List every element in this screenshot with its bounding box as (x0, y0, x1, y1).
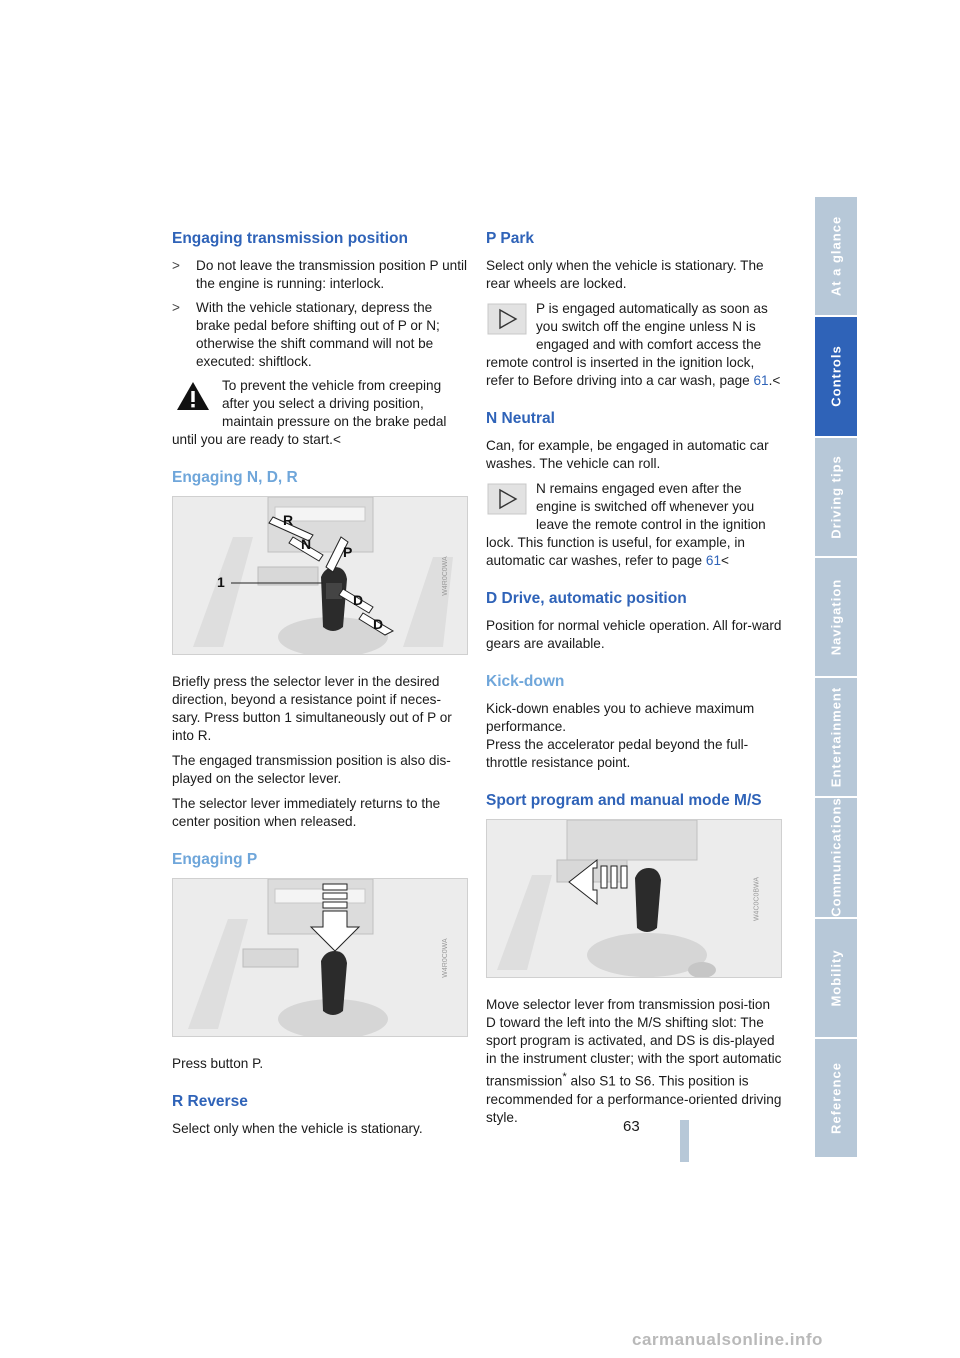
figure-id: W4R0C0WA (441, 937, 449, 978)
bullet-marker: > (172, 258, 180, 273)
fig1-label-1: 1 (217, 574, 225, 590)
watermark: carmanualsonline.info (632, 1330, 823, 1349)
heading-engaging-ndr: Engaging N, D, R (172, 469, 298, 486)
figure-selector-lever-p (172, 878, 468, 1037)
warning-note (172, 377, 468, 449)
heading-sport-program: Sport program and manual mode M/S (486, 792, 762, 809)
figure-selector-lever-ndr (172, 496, 468, 655)
note-play-icon (486, 482, 528, 516)
end-mark: < (332, 432, 341, 447)
list-item (172, 257, 468, 293)
right-column (486, 228, 782, 1127)
fig1-label-d: D (353, 592, 364, 608)
note-play-icon (486, 302, 528, 336)
warning-triangle-icon (172, 379, 214, 413)
figure-selector-lever-ms (486, 819, 782, 978)
paragraph-kick-2: Press the accelerator pedal beyond the full-throttle resistance point. (486, 737, 749, 770)
tab-label: Driving tips (828, 454, 844, 539)
fig1-label-r: R (283, 512, 294, 528)
paragraph-ndr-2: The engaged transmission position is also dis-played on the selector lever. (172, 753, 451, 786)
paragraph-park: Select only when the vehicle is stationary. The rear wheels are locked. (486, 258, 764, 291)
section-tabs (815, 197, 857, 1159)
page-number: 63 (623, 1118, 640, 1135)
paragraph-reverse: Select only when the vehicle is stationary. (172, 1121, 423, 1136)
note-neutral (486, 480, 782, 570)
heading-engaging-p: Engaging P (172, 851, 258, 868)
tab-label: Navigation (828, 578, 844, 656)
footnote-star: * (562, 1071, 567, 1083)
bullet-text-shiftlock: With the vehicle stationary, depress the brake pedal before shifting out of P or N; otherwise the shift command will not be executed: shiftlock. (196, 300, 440, 369)
tab-navigation[interactable] (815, 558, 857, 678)
tab-entertainment[interactable] (815, 678, 857, 798)
bullet-marker: > (172, 300, 180, 315)
fig1-label-d2: D (373, 616, 384, 632)
bullet-text-interlock: Do not leave the transmission position P until the engine is running: interlock. (196, 258, 468, 291)
tab-label: Entertainment (828, 686, 844, 788)
paragraph-sport-text: Move selector lever from transmission posi-tion D toward the left into the M/S shifting slot: The sport program is activated, and DS is dis-played in the instrument cluster; with the sport automatic transmission (486, 997, 782, 1089)
page-marker-bar (680, 1120, 689, 1162)
tab-mobility[interactable] (815, 919, 857, 1039)
heading-engaging-transmission: Engaging transmission position (172, 230, 408, 247)
heading-kick-down: Kick-down (486, 673, 565, 690)
list-item (172, 299, 468, 371)
left-column (172, 228, 468, 1138)
note-park (486, 300, 782, 390)
tab-communications[interactable] (815, 798, 857, 918)
tab-label: Mobility (828, 949, 844, 1007)
fig1-label-n: N (301, 536, 312, 552)
paragraph-neutral: Can, for example, be engaged in automatic car washes. The vehicle can roll. (486, 438, 769, 471)
heading-r-reverse: R Reverse (172, 1093, 248, 1110)
tab-label: At a glance (828, 215, 844, 297)
tab-controls[interactable] (815, 317, 857, 437)
fig1-label-p: P (343, 544, 353, 560)
paragraph-ndr-1: Briefly press the selector lever in the desired direction, beyond a resistance point if neces-sary. Press button 1 simultaneously out of P or into R. (172, 674, 452, 743)
note-park-text: P is engaged automatically as soon as you switch off the engine unless N is engaged and with comfort access the remote control is inserted in the ignition lock, refer to Before driving into a car wash, page (486, 301, 768, 388)
heading-n-neutral: N Neutral (486, 410, 555, 427)
warning-text: To prevent the vehicle from creeping after you select a driving position, maintain pressure on the brake pedal until you are ready to start. (172, 378, 447, 447)
paragraph-ndr-3: The selector lever immediately returns to the center position when released. (172, 796, 441, 829)
note-neutral-text: N remains engaged even after the engine is switched off whenever you leave the remote control in the ignition lock. This function is useful, for example, in automatic car washes, refer to page (486, 481, 766, 568)
tab-label: Communications (828, 797, 844, 918)
paragraph-drive: Position for normal vehicle operation. All for-ward gears are available. (486, 618, 782, 651)
tab-label: Controls (828, 345, 844, 408)
paragraph-kick-1: Kick-down enables you to achieve maximum performance. (486, 701, 755, 734)
paragraph-sport-text-end: also S1 to S6. This position is recommended for a performance-oriented driving style. (486, 1073, 782, 1125)
figure-id: W4R0C0WA (441, 555, 449, 596)
paragraph-press-p: Press button P. (172, 1056, 264, 1071)
tab-driving-tips[interactable] (815, 438, 857, 558)
page-link-61[interactable]: 61 (753, 373, 769, 388)
tab-reference[interactable] (815, 1039, 857, 1159)
tab-at-a-glance[interactable] (815, 197, 857, 317)
end-mark: < (721, 553, 729, 568)
heading-p-park: P Park (486, 230, 534, 247)
paragraph-sport (486, 996, 782, 1127)
tab-label: Reference (828, 1061, 844, 1134)
figure-id: W4C0C0BWA (753, 876, 761, 921)
end-mark: .< (768, 373, 781, 388)
page-link-61[interactable]: 61 (705, 553, 722, 568)
heading-d-drive: D Drive, automatic position (486, 590, 687, 607)
